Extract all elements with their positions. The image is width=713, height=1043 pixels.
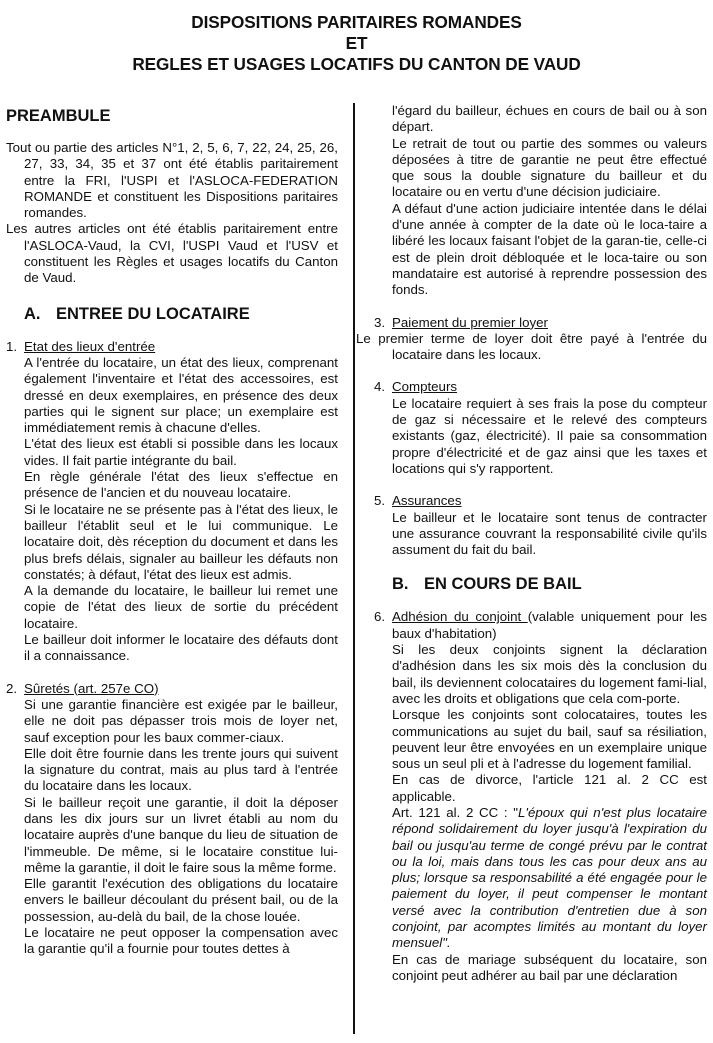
article-paragraph: Le locataire requiert à ses frais la pose du compteur de gaz si nécessaire et le relevé des compteurs existants (gaz, électricité). Il paie sa consommation propre d'électricité et de gaz ainsi que les taxes et locations qui s'y rapportent. [392, 395, 707, 476]
article-number: 1. [6, 338, 18, 354]
article-number: 5. [374, 493, 386, 509]
article-1 [6, 339, 338, 665]
title-line-1: DISPOSITIONS PARITAIRES ROMANDES [191, 12, 522, 32]
article-paragraph: Le retrait de tout ou partie des sommes ou valeurs déposées à titre de garantie ne peut être effectué que sous la double signature du bailleur et du locataire ou en vertu d'une décision judiciaire. [392, 135, 707, 200]
article-4 [374, 379, 707, 477]
article-number: 2. [6, 680, 18, 696]
article-2-continued [374, 103, 707, 299]
article-paragraph: Si les deux conjoints signent la déclaration d'adhésion dans les six mois dès la conclusion du bail, ils deviennent colocataires du logement fami-lial, avec les droits et obligations que cela com-porte. [392, 642, 707, 706]
article-paragraph: En règle générale l'état des lieux s'effectue en présence de l'ancien et du nouveau locataire. [24, 469, 338, 501]
article-number: 6. [374, 609, 386, 625]
article-number: 3. [374, 314, 386, 330]
article-paragraph: En cas de mariage subséquent du locataire, son conjoint peut adhérer au bail par une déclaration [392, 951, 707, 983]
section-a-heading [6, 304, 338, 324]
article-3 [356, 315, 707, 364]
title-line-2: ET [345, 33, 368, 53]
preambule-paragraph: Tout ou partie des articles N°1, 2, 5, 6, 7, 22, 24, 25, 26, 27, 33, 34, 35 et 37 ont été établis paritairement entre la FRI, l'USPI et l'ASLOCA-FEDERATION ROMANDE et constituent les Dispositions paritaires romandes. [6, 140, 338, 221]
left-column [6, 103, 338, 958]
article-paragraph: A l'entrée du locataire, un état des lieux, comprenant également l'inventaire et l'état des accessoires, est dressé en deux exemplaires, en présence des deux parties qui le signent sur place; un exemplaire est immédiatement remis à chacune d'elles. [24, 354, 338, 436]
article-paragraph: Elle garantit l'exécution des obligations du locataire envers le bailleur découlant du présent bail, ou de la possession, au-delà du bail, de la chose louée. [24, 876, 338, 924]
article-paragraph: Le bailleur doit informer le locataire des défauts dont il a connaissance. [24, 632, 338, 664]
article-title: Paiement du premier loyer [392, 314, 548, 330]
article-paragraph: Le bailleur et le locataire sont tenus de contracter une assurance couvrant la responsabilité civile qu'ils assument du fait du bail. [392, 509, 707, 558]
article-title: Compteurs [392, 379, 458, 395]
document-title [0, 12, 713, 75]
article-quote-paragraph [374, 805, 707, 952]
article-paragraph: L'état des lieux est établi si possible dans les locaux vides. Il fait partie intégrante du bail. [24, 436, 338, 468]
article-title: Sûretés (art. 257e CO) [24, 680, 159, 696]
article-6 [374, 609, 707, 984]
quote-text: L'époux qui n'est plus locataire répond solidairement du loyer jusqu'à l'expiration du bail ou jusqu'au terme de congé prévu par le contrat ou la loi, mais dans tous les cas pour deux ans au plus; lorsque sa responsabilité a été engagée pour le paiement du loyer, il peut compenser le montant versé avec la contribution d'entretien due à son conjoint, par acomptes limités au montant du loyer mensuel". [392, 804, 707, 951]
article-2 [6, 681, 338, 958]
article-paragraph: Si le bailleur reçoit une garantie, il doit la déposer dans les dix jours sur un livret établi au nom du locataire auprès d'une banque du lieu de situation de l'immeuble. De même, si le locataire constitue lui-même la garantie, il doit le faire sous la même forme. [24, 794, 338, 875]
article-title: Etat des lieux d'entrée [24, 338, 156, 354]
article-paragraph: A défaut d'une action judiciaire intentée dans le délai d'une année à compter de la date où le loca-taire a libéré les locaux faisant l'objet de la garan-tie, celle-ci est de plein droit débloquée et le loca-taire ou son mandataire est autorisé à reprendre possession des fonds. [392, 200, 707, 298]
section-title: ENTREE DU LOCATAIRE [56, 304, 250, 323]
article-title: Assurances [392, 493, 462, 509]
preambule-paragraph: Les autres articles ont été établis paritairement entre l'ASLOCA-Vaud, la CVI, l'USPI Vaud et l'USV et constituent les Règles et usages locatifs du Canton de Vaud. [6, 221, 338, 286]
article-5 [374, 493, 707, 558]
column-divider [353, 103, 355, 1034]
article-title: Adhésion du conjoint [392, 609, 528, 625]
article-paragraph: Le premier terme de loyer doit être payé à l'entrée du locataire dans les locaux. [356, 330, 707, 363]
article-paragraph: Le locataire ne peut opposer la compensation avec la garantie qu'il a fournie pour toutes dettes à [24, 925, 338, 957]
article-paragraph: l'égard du bailleur, échues en cours de bail ou à son départ. [392, 103, 707, 135]
section-b-heading [374, 574, 707, 594]
article-paragraph: A la demande du locataire, le bailleur lui remet une copie de l'état des lieux de sortie du précédent locataire. [24, 583, 338, 631]
article-paragraph: Lorsque les conjoints sont colocataires, toutes les communications au sujet du bail, sauf sa résiliation, peuvent leur être envoyées en un exemplaire unique sous un seul pli et à l'adresse du logement familial. [392, 707, 707, 772]
article-number: 4. [374, 379, 386, 395]
quote-prefix: Art. 121 al. 2 CC : " [392, 804, 519, 820]
section-title: EN COURS DE BAIL [424, 575, 582, 594]
article-paragraph: En cas de divorce, l'article 121 al. 2 CC est applicable. [392, 772, 707, 804]
section-letter: A. [24, 304, 41, 323]
right-column [356, 103, 707, 984]
section-letter: B. [392, 575, 409, 594]
preambule-heading: PREAMBULE [6, 107, 111, 125]
article-paragraph: Elle doit être fournie dans les trente jours qui suivent la signature du contrat, mais au plus tard à l'entrée du locataire dans les locaux. [24, 745, 338, 794]
article-title-suffix: (valable uniquement pour les baux d'habitation) [392, 609, 707, 641]
article-paragraph: Si une garantie financière est exigée par le bailleur, elle ne doit pas dépasser trois mois de loyer net, sauf exception pour les baux commer-ciaux. [24, 696, 338, 745]
article-paragraph: Si le locataire ne se présente pas à l'état des lieux, le bailleur l'établit seul et le lui communique. Le locataire doit, dès réception du document et dans les plus brefs délais, signaler au bailleur les défauts non constatés; à défaut, l'état des lieux est admis. [24, 501, 338, 582]
title-line-3: REGLES ET USAGES LOCATIFS DU CANTON DE VAUD [132, 54, 581, 74]
